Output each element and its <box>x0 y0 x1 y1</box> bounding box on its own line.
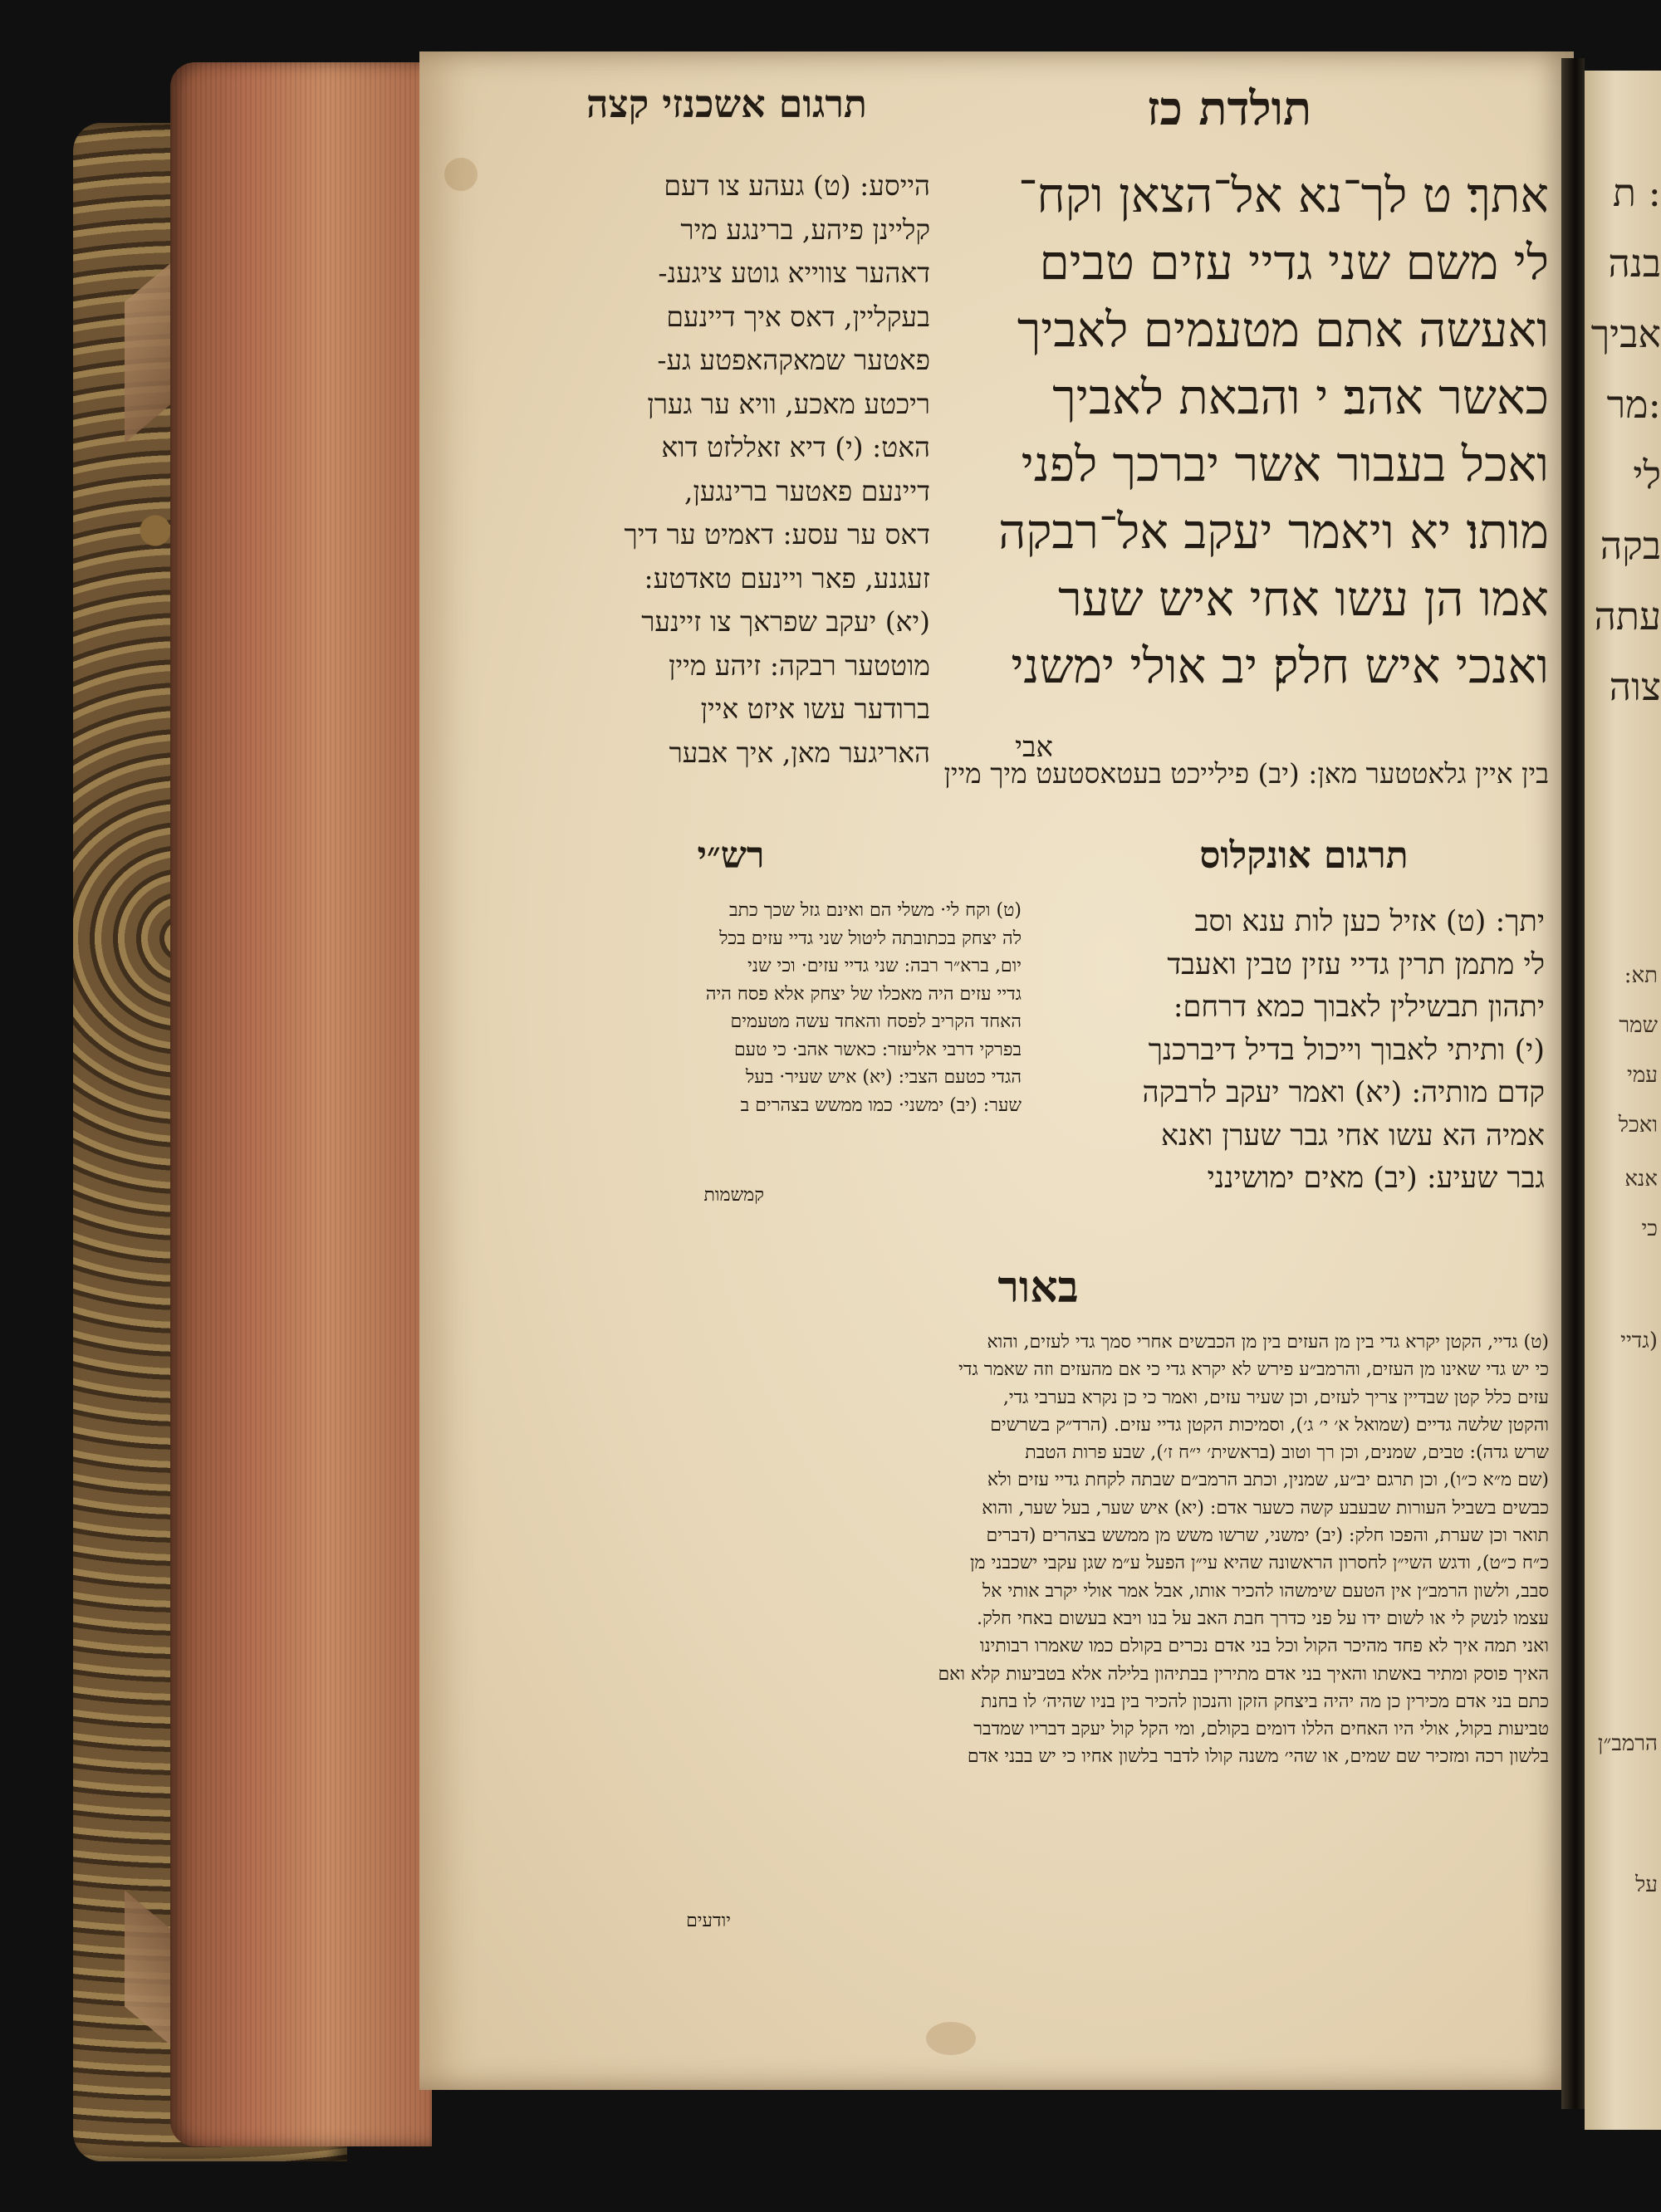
facing-page-commentary-fragment: על <box>1635 1872 1658 1897</box>
onkelos-title: תרגום אונקלוס <box>1199 834 1409 877</box>
beur-line: עצמו לנשק לי או לשום ידו על פני כדרך חבת האב על בנו ויבא בעשום באחי חלק. <box>976 1608 1549 1629</box>
rashi-line: (ט) וקח לי· משלי הם ואינם גזל שכך כתב <box>728 900 1022 921</box>
rashi-catchword: קמשמות <box>703 1185 764 1206</box>
onkelos-line: יתהון תבשילין לאבוך כמא דרחם: <box>1173 991 1545 1024</box>
facing-page-commentary-fragment: שמר <box>1619 1013 1658 1038</box>
facing-page-commentary-fragment: (גדיי <box>1620 1329 1658 1353</box>
rashi-line: שער: (יב) ימשני· כמו ממשש בצהרים ב <box>740 1094 1022 1116</box>
verse-line: מותו׃ יא ויאמר יעקב אל־רבקה <box>998 503 1549 560</box>
beur-line: כ״ח כ״ט), ודגש השי״ן לחסרון הראשונה שהיא עי״ן הפעל ע״מ שגן עקבי ישכבני מן <box>969 1553 1549 1574</box>
beur-line: והקטן שלשה גדיים (שמואל א׳ י׳ ג׳), וסמיכות הקטן גדיי עזים. (הרד״ק בשרשים <box>990 1414 1549 1436</box>
beur-line: כי יש גדי שאינו מן העזים, והרמב״ע פירש לא יקרא גדי כי אם מהעזים וזה שאמר גדי <box>958 1359 1549 1381</box>
yiddish-line: זעגנע, פאר ויינעם טאדטע: <box>644 561 930 595</box>
facing-page-verse-fragment: עתה <box>1594 594 1661 639</box>
facing-page-commentary-fragment: תא: <box>1624 963 1658 988</box>
yiddish-line: פאטער שמאקהאפטע גע- <box>657 344 930 376</box>
yiddish-translation <box>544 164 930 775</box>
rashi-line: האחד הקריב לפסח והאחד עשה מטעמים <box>730 1011 1022 1032</box>
facing-page-verse-fragment: : ת <box>1612 170 1661 215</box>
yiddish-line: דיינעם פאטער ברינגען, <box>684 474 930 507</box>
onkelos-line: לי מתמן תרין גדיי עזין טבין ואעבד <box>1167 947 1545 981</box>
beur-line: ואני תמה איך לא פחד מהיכר הקול וכל בני אדם נכרים בקולם כמו שאמרו רבותינו <box>979 1636 1549 1657</box>
beur-line: תואר וכן שערת, והפכו חלק: (יב) ימשני, שרשו משש מן ממשש בצהרים (דברים <box>986 1525 1549 1547</box>
onkelos-line: קדם מותיה: (יא) ואמר יעקב לרבקה <box>1142 1076 1545 1109</box>
facing-page-verse-fragment: לי <box>1633 453 1661 497</box>
rashi-line: בפרקי דרבי אליעזר: כאשר אהב· כי טעם <box>733 1039 1022 1060</box>
verse-line: כאשר אהב׃ י והבאת לאביך <box>1052 369 1549 425</box>
yiddish-line: האט: (י) דיא זאללזט דוא <box>661 431 930 463</box>
verse-line: ואנכי איש חלק׃ יב אולי ימשני <box>1011 638 1549 694</box>
beur-line: כתם בני אדם מכירין כן מה יהיה ביצחק הזקן והנכון להכיר בין בניו שהיה׳ לו בחנת <box>980 1691 1549 1712</box>
beur-line: בלשון רכה ומזכיר שם שמים, או שהי׳ משנה קולו לדבר בלשון אחיו כי יש בבני אדם <box>967 1746 1549 1768</box>
beur-line: טביעות בקול, אולי היו האחים הללו דומים בקולם, ומי הקל קול יעקב דבריו שמדבר <box>973 1719 1549 1740</box>
stain <box>926 2022 976 2055</box>
beur-line: עזים כלל קטן שבדיין צריך לעזים, וכן שעיר עזים, ואמר כי כן נקרא בערבי גדי, <box>1002 1387 1549 1408</box>
rashi-line: הגדי כטעם הצבי: (יא) איש שעיר· בעל <box>745 1067 1022 1088</box>
facing-page-verse-fragment: צוה <box>1609 664 1661 709</box>
beur-catchword: יודעים <box>686 1911 731 1931</box>
yiddish-line: הייסע: (ט) געהע צו דעם <box>664 169 930 202</box>
beur-line: כבשים בשביל העורות שבעבע קשה כשער אדם: (יא) איש שער, בעל שער, והוא <box>982 1497 1549 1519</box>
stain <box>444 158 478 191</box>
onkelos-line: גבר שעיע: (יב) מאים ימושינני <box>1207 1162 1545 1195</box>
facing-page-commentary-fragment: ואכל <box>1618 1113 1658 1138</box>
onkelos-commentary <box>1063 901 1545 1201</box>
verse-line: אתך׃ ט לך־נא אל־הצאן וקח־ <box>1018 167 1549 223</box>
yiddish-line: בעקליין, דאס איך דיינעם <box>666 300 930 333</box>
verse-continuation-word: אבי <box>1015 731 1053 764</box>
verse-line: אמו הן עשו אחי איש שער <box>1058 570 1549 627</box>
rashi-title: רש״י <box>697 834 765 877</box>
yiddish-line: דאהער צווייא גוטע ציגענ- <box>658 257 930 289</box>
yiddish-line: האריגער מאן, איך אבער <box>669 736 930 769</box>
page-header-parasha: תולדת כז <box>1146 81 1312 136</box>
yiddish-line: ריכטע מאכע, וויא ער גערן <box>647 387 930 420</box>
beur-title: באור <box>997 1262 1079 1313</box>
page-edges <box>170 62 432 2146</box>
book-gutter <box>1561 58 1585 2109</box>
facing-page-verse-fragment: בנה <box>1608 241 1661 286</box>
beur-line: (שם מ״א כ״ו), וכן תרגם יב״ע, שמנין, וכתב הרמב״ם שבתה לקחת גדיי עזים ולא <box>987 1470 1549 1491</box>
rashi-commentary <box>556 897 1022 1119</box>
verse-line: לי משם שני גדיי עזים טבים <box>1039 234 1549 291</box>
yiddish-line: (יא) יעקב שפראך צו זיינער <box>641 605 930 638</box>
facing-page-verse-fragment: בקה <box>1600 523 1661 568</box>
facing-page-commentary-fragment: אנא <box>1624 1167 1658 1192</box>
facing-page-verse-fragment: אביך <box>1590 311 1661 356</box>
yiddish-tail-line: בין איין גלאטטער מאן: (יב) פילייכט בעטאסטעט מיך מיין <box>943 757 1549 790</box>
torah-verses <box>955 162 1549 700</box>
rashi-line: גדיי עזים היה מאכלו של יצחק אלא פסח היה <box>705 983 1022 1005</box>
page-header-targum: תרגום אשכנזי קצה <box>586 81 867 126</box>
right-page-fragment <box>1585 71 1661 2130</box>
yiddish-line: מוטטער רבקה: זיהע מיין <box>669 648 930 682</box>
facing-page-verse-fragment: :מר <box>1606 382 1661 427</box>
yiddish-line: דאס ער עסע: דאמיט ער דיך <box>624 518 930 551</box>
yiddish-line: ברודער עשו איזט איין <box>700 692 930 725</box>
facing-page-commentary-fragment: עמי <box>1627 1063 1658 1088</box>
beur-line: סבב, ולשון הרמב״ן אין הטעם שימשהו להכיר אותו, אבל אמר אולי יקרב אותי אל <box>982 1580 1549 1602</box>
rashi-line: לה יצחק בכתובתה ליטול שני גדיי עזים בכל <box>719 927 1022 949</box>
rashi-line: יום, ברא״ר רבה: שני גדיי עזים· וכי שני <box>747 956 1022 976</box>
beur-line: שרש גדה): טבים, שמנים, וכן רך וטוב (בראשית׳ י״ח ז׳), שבע פרות הטבת <box>1025 1442 1549 1464</box>
verse-line: ואעשה אתם מטעמים לאביך <box>1017 301 1549 358</box>
onkelos-line: אמיה הא עשו אחי גבר שערן ואנא <box>1160 1118 1545 1152</box>
facing-page-commentary-fragment: כי <box>1641 1216 1658 1241</box>
facing-page-commentary-fragment: הרמב״ן <box>1597 1731 1658 1756</box>
yiddish-line: קליינן פיהע, ברינגע מיר <box>680 213 930 246</box>
onkelos-line: יתך: (ט) אזיל כען לות ענא וסב <box>1194 905 1545 938</box>
beur-commentary <box>548 1329 1549 1771</box>
onkelos-line: (י) ותיתי לאבוך וייכול בדיל דיברכנך <box>1148 1033 1545 1067</box>
beur-line: האיך פוסק ומתיר באשתו והאיך בני אדם מתירין בבתיהון בלילה אלא בטביעות קלא ואם <box>938 1663 1549 1685</box>
verse-line: ואכל בעבור אשר יברכך לפני <box>1021 436 1549 492</box>
beur-line: (ט) גדיי, הקטן יקרא גדי בין מן העזים בין מן הכבשים אחרי סמך גדי לעזים, והוא <box>987 1332 1549 1353</box>
